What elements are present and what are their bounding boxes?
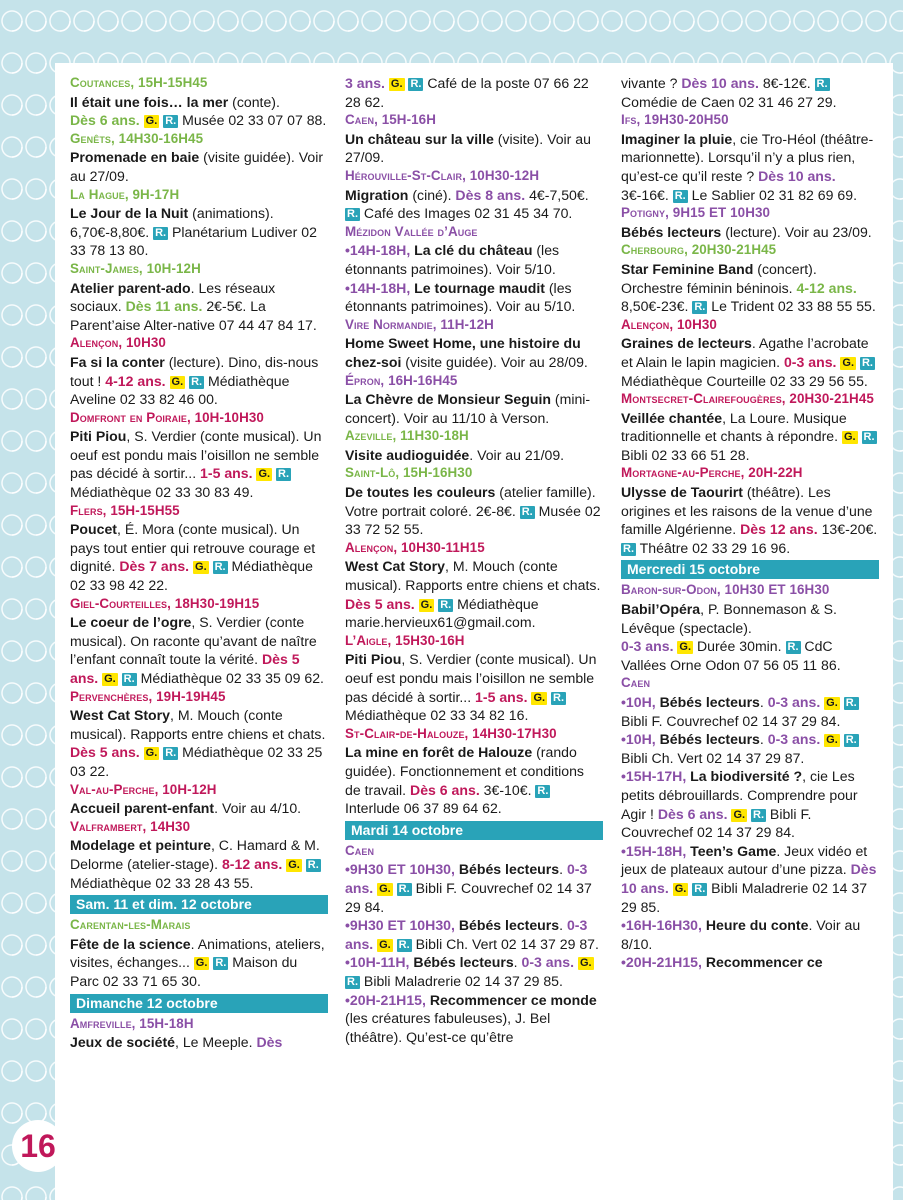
place-time: Azeville, 11H30-18H <box>345 428 469 444</box>
event-text: Médiathèque 02 33 35 09 62. <box>136 670 324 686</box>
r-badge: R. <box>123 673 135 685</box>
place-time: Mortagne-au-Perche, 20H-22H <box>621 465 803 481</box>
event-giel-courteilles <box>70 595 328 688</box>
event-text: (atelier famille). Votre portrait coloré. 2€-8€. <box>345 484 596 519</box>
event-title: La mine en forêt de Halouze <box>345 744 533 761</box>
age-range: Dès 6 ans. <box>70 112 140 129</box>
column-1 <box>70 74 328 1052</box>
event-text: Café des Images 02 31 45 34 70. <box>360 205 573 222</box>
place-time: Vire Normandie, 11H-12H <box>345 316 494 332</box>
g-badge: G. <box>288 858 300 871</box>
event-text: , Le Meeple. <box>174 1034 257 1051</box>
event-time: •16H-16H30, <box>621 917 706 934</box>
age-range: Dès 5 ans. <box>70 651 300 686</box>
r-badge: R. <box>694 882 706 895</box>
event-text: (rando guidée). Fonctionnement et conditions de travail. <box>345 744 584 798</box>
event-alencon <box>70 334 328 408</box>
event-text: 8€-12€. <box>758 75 811 91</box>
event-title: Le tournage maudit <box>414 279 545 296</box>
event-montsecret <box>621 390 879 464</box>
place-time: Caen <box>345 842 375 858</box>
event-title: Poucet <box>70 521 117 538</box>
event-text: (lecture). Dino, dis-nous tout ! <box>70 353 319 389</box>
event-title: La biodiversité ? <box>690 768 803 785</box>
event-title: Bébés lecteurs <box>659 731 760 748</box>
age-range: 0-3 ans. <box>345 917 588 952</box>
column-2 <box>345 74 603 1046</box>
age-range: Dès 6 ans. <box>657 805 728 822</box>
age-range: 0-3 ans. <box>767 694 821 710</box>
event-title: Bébés lecteurs <box>458 917 560 934</box>
event-text: 13€-20€. <box>817 521 878 538</box>
event-carentan <box>70 916 328 990</box>
age-range: Dès 5 ans. <box>345 595 415 612</box>
event-mezidon-2 <box>345 279 603 316</box>
age-range: 4-12 ans. <box>105 372 166 389</box>
event-title: Veillée chantée <box>621 409 723 426</box>
date-header: Mardi 14 octobre <box>345 821 603 840</box>
age-range: 3 ans. <box>345 75 385 91</box>
event-text: . <box>559 917 567 934</box>
event-item <box>345 953 603 990</box>
event-text: Planétarium Ludiver 02 33 78 13 80. <box>70 223 317 259</box>
event-item <box>621 767 879 841</box>
event-azeville <box>345 427 603 464</box>
g-badge: G. <box>826 734 838 747</box>
event-domfront <box>70 409 328 502</box>
event-text: . Agathe l’acrobate et Alain le lapin magicien. <box>621 335 869 370</box>
place-time: Pervenchères, 19H-19H45 <box>70 688 226 704</box>
place-time: Val-au-Perche, 10H-12H <box>70 781 217 797</box>
place-time: La Hague, 9H-17H <box>70 186 180 202</box>
age-range: Dès 11 ans. <box>125 298 203 315</box>
date-header: Sam. 11 et dim. 12 octobre <box>70 895 328 914</box>
event-text: Bibli F. Couvrechef 02 14 37 29 84. <box>345 879 592 915</box>
event-text: (concert). Orchestre féminin béninois. <box>621 260 817 296</box>
r-badge: R. <box>440 598 452 611</box>
place-time: Alençon, 10H30 <box>70 335 166 351</box>
event-title: Le Jour de la Nuit <box>70 205 189 222</box>
event-text: (ciné). <box>408 186 456 203</box>
event-flers <box>70 502 328 595</box>
event-text: Médiathèque 02 33 28 43 55. <box>70 874 254 891</box>
event-title: Jeux de société <box>70 1034 175 1051</box>
place-time: Saint-Lô, 15H-16H30 <box>345 465 473 481</box>
place-time: Saint-James, 10H-12H <box>70 260 201 276</box>
event-title: Babil’Opéra <box>621 601 701 618</box>
event-title: Il était une fois… la mer <box>70 93 229 110</box>
place-time: Cherbourg, 20H30-21H45 <box>621 242 777 258</box>
place-time: Mézidon Vallée d’Auge <box>345 223 478 239</box>
event-time: •15H-17H, <box>621 768 691 785</box>
event-text: Interlude 06 37 89 64 62. <box>345 800 502 817</box>
place-time: Hérouville-St-Clair, 10H30-12H <box>345 167 540 183</box>
event-mezidon <box>345 223 603 279</box>
r-badge: R. <box>410 78 422 90</box>
event-text: . Voir au 21/09. <box>469 446 565 463</box>
event-text: , C. Hamard & M. Delorme (atelier-stage). <box>70 837 320 872</box>
event-text: Bibli Ch. Vert 02 14 37 29 87. <box>411 935 599 952</box>
g-badge: G. <box>171 375 184 388</box>
place-time: L’Aigle, 15H30-16H <box>345 632 465 648</box>
event-text: . Jeux vidéo et jeux de plateaux autour d’une pizza. <box>621 842 868 878</box>
event-text: (les étonnants patrimoines). Voir 5/10. <box>345 242 560 277</box>
event-amfreville <box>70 1015 328 1052</box>
place-time: Alençon, 10H30-11H15 <box>345 539 485 555</box>
event-item <box>621 953 879 972</box>
age-range: Dès <box>256 1034 283 1051</box>
place-time: Flers, 15H-15H55 <box>70 502 180 518</box>
age-range: Dès 7 ans. <box>119 558 190 575</box>
event-title: Teen’s Game <box>690 842 777 859</box>
event-time: •15H-18H, <box>621 842 691 859</box>
place-time: Domfront en Poiraie, 10H-10H30 <box>70 409 264 425</box>
age-range: Dès 6 ans. <box>410 781 480 798</box>
age-range: 0-3 ans. <box>783 353 837 370</box>
r-badge: R. <box>863 431 875 444</box>
page-number: 16 <box>12 1120 64 1172</box>
r-badge: R. <box>753 808 765 821</box>
age-range: 0-3 ans. <box>767 731 821 748</box>
event-epron <box>345 372 603 428</box>
event-genets <box>70 130 328 186</box>
r-badge: R. <box>861 356 873 369</box>
g-badge: G. <box>104 673 116 685</box>
event-valframbert <box>70 818 328 892</box>
r-badge: R. <box>694 301 706 314</box>
event-text: Bibli Maladrerie 02 14 37 29 85. <box>621 879 868 915</box>
r-badge: R. <box>816 78 828 90</box>
event-alencon-2 <box>345 539 603 632</box>
event-time: •9H30 ET 10H30, <box>345 861 459 878</box>
g-badge: G. <box>379 938 391 951</box>
g-badge: G. <box>842 356 855 369</box>
event-text: Bibli Ch. Vert 02 14 37 29 87. <box>621 749 805 766</box>
event-title: Promenade en baie <box>70 149 200 166</box>
event-text: Durée 30min. <box>693 638 782 655</box>
event-item <box>621 916 879 953</box>
r-badge: R. <box>214 561 226 574</box>
event-cherbourg <box>621 241 879 315</box>
g-badge: G. <box>533 691 546 704</box>
age-range: Dès 10 ans. <box>758 167 836 184</box>
event-title: Graines de lecteurs <box>621 335 752 352</box>
event-text: Bibli F. Couvrechef 02 14 37 29 84. <box>621 805 812 841</box>
age-range: 8-12 ans. <box>221 855 283 872</box>
event-ifs <box>621 111 879 204</box>
r-badge: R. <box>165 115 177 128</box>
column-3 <box>621 74 879 972</box>
g-badge: G. <box>843 431 856 444</box>
event-text: , M. Mouch (conte musical). Rapports entre chiens et chats. <box>70 707 326 742</box>
g-badge: G. <box>195 957 208 970</box>
event-text: 2€-5€. La Parent’aise Alter-native 07 44 47 84 17. <box>70 298 317 333</box>
event-title: Modelage et peinture <box>70 837 211 854</box>
g-badge: G. <box>379 882 391 895</box>
event-text: (animations). 6,70€-8,80€. <box>70 205 274 240</box>
g-badge: G. <box>826 697 838 709</box>
event-time: •20H-21H15, <box>345 991 430 1008</box>
r-badge: R. <box>398 938 410 951</box>
event-text: Médiathèque 02 33 25 03 22. <box>70 744 323 779</box>
date-header: Dimanche 12 octobre <box>70 994 328 1013</box>
event-title: Bébés lecteurs <box>621 223 722 240</box>
event-title: Piti Piou <box>345 651 402 668</box>
event-vire <box>345 316 603 372</box>
event-time: •14H-18H, <box>345 279 415 296</box>
age-range: Dès 12 ans. <box>740 521 818 538</box>
event-title: Ulysse de Taourirt <box>621 484 743 501</box>
event-text: . Les réseaux sociaux. <box>70 279 276 315</box>
g-badge: G. <box>420 598 433 611</box>
event-text: , cie Tro-Héol (théâtre-marionnette). Lorsqu’il n’y a plus rien, qu’est-ce qu’il reste ? <box>621 130 874 184</box>
place-time: Giel-Courteilles, 18H30-19H15 <box>70 595 260 611</box>
g-badge: G. <box>258 468 271 481</box>
event-title: Heure du conte <box>705 917 809 934</box>
event-time: •10H, <box>621 731 660 748</box>
r-badge: R. <box>845 697 857 709</box>
g-badge: G. <box>390 78 403 90</box>
place-time: Valframbert, 14H30 <box>70 818 191 834</box>
place-time: Montsecret-Clairefougères, 20H30-21H45 <box>621 391 874 407</box>
event-text: Médiathèque 02 33 30 83 49. <box>70 484 254 501</box>
event-title: Le coeur de l’ogre <box>70 614 192 631</box>
event-time: •10H, <box>621 694 660 710</box>
event-text: Café de la poste 07 66 22 28 62. <box>345 75 589 110</box>
event-saint-james <box>70 260 328 334</box>
event-saint-lo <box>345 464 603 538</box>
event-time: •10H-11H, <box>345 954 414 971</box>
event-text: 8,50€-23€. <box>621 298 689 315</box>
g-badge: G. <box>195 561 207 574</box>
event-text: Bibli 02 33 66 51 28. <box>621 446 750 463</box>
event-coutances <box>70 74 328 130</box>
event-text: Musée 02 33 07 07 88. <box>178 112 327 129</box>
event-title: Fa si la conter <box>70 353 165 370</box>
event-title: Bébés lecteurs <box>413 954 514 971</box>
event-text: (les étonnants patrimoines). Voir au 5/10. <box>345 279 576 315</box>
g-badge: G. <box>145 747 158 760</box>
r-badge: R. <box>398 882 410 895</box>
age-range: Dès 8 ans. <box>455 186 526 203</box>
event-text: . <box>759 694 768 710</box>
r-badge: R. <box>165 747 177 760</box>
g-badge: G. <box>579 957 592 970</box>
r-badge: R. <box>521 505 533 518</box>
event-val-au-perche <box>70 781 328 818</box>
r-badge: R. <box>155 226 167 239</box>
event-item <box>345 860 603 916</box>
place-time: Alençon, 10H30 <box>621 316 717 332</box>
event-text: 4€-7,50€. <box>525 186 589 203</box>
place-time: Ifs, 19H30-20H50 <box>621 112 729 128</box>
event-title: De toutes les couleurs <box>345 484 496 501</box>
event-text: , La Loure. Musique traditionnelle et chants à répondre. <box>621 409 847 445</box>
event-mortagne <box>621 464 879 557</box>
age-range: 0-3 ans. <box>521 954 575 971</box>
age-range: 0-3 ans. <box>621 638 674 655</box>
event-title: Migration <box>345 186 409 203</box>
r-badge: R. <box>674 189 686 202</box>
place-time: Caen <box>621 675 651 691</box>
event-title: Recommencer ce <box>705 954 823 971</box>
event-title: Star Feminine Band <box>621 260 754 277</box>
event-text: Médiathèque 02 33 34 82 16. <box>345 707 529 724</box>
r-badge: R. <box>537 784 549 797</box>
g-badge: G. <box>145 115 158 128</box>
event-text: (théâtre). Les origines et les raisons de la venue d’une famille Algérienne. <box>621 484 873 538</box>
event-text: Bibli Maladrerie 02 14 37 29 85. <box>360 972 563 989</box>
event-caen <box>345 111 603 167</box>
event-title: Recommencer ce monde <box>429 991 597 1008</box>
event-text: . <box>559 861 567 878</box>
event-text: Bibli F. Couvrechef 02 14 37 29 84. <box>621 712 841 729</box>
event-time: •20H-21H15, <box>621 954 706 971</box>
event-title: West Cat Story <box>70 707 170 724</box>
event-alencon-3 <box>621 316 879 390</box>
r-badge: R. <box>845 734 857 747</box>
event-title: Accueil parent-enfant <box>70 800 215 817</box>
event-title: Bébés lecteurs <box>458 861 560 878</box>
age-range: 1-5 ans. <box>475 688 528 705</box>
event-time: •14H-18H, <box>345 242 415 259</box>
event-pervencheres <box>70 688 328 781</box>
age-range: 1-5 ans. <box>200 465 253 482</box>
event-text: CdC Vallées Orne Odon 07 56 05 11 86. <box>621 638 841 673</box>
event-text: 3€-16€. <box>621 186 669 203</box>
date-header: Mercredi 15 octobre <box>621 560 879 579</box>
r-badge: R. <box>623 542 634 555</box>
event-potigny <box>621 204 879 241</box>
event-title: La clé du château <box>414 242 533 259</box>
event-title: Fête de la science <box>70 935 191 952</box>
event-amfreville-cont <box>345 74 603 111</box>
event-caen-cont <box>621 74 879 111</box>
event-text: , É. Mora (conte musical). Un pays tout entier qui retrouve courage et dignité. <box>70 521 316 575</box>
place-time: St-Clair-de-Halouze, 14H30-17H30 <box>345 725 557 741</box>
place-time: Baron-sur-Odon, 10H30 ET 16H30 <box>621 582 830 598</box>
age-range: Dès 10 ans. <box>621 861 877 896</box>
event-text: , S. Verdier (conte musical). Un oeuf est pondu mais l’oisillon ne semble pas décidé à sortir... <box>345 651 597 705</box>
r-badge: R. <box>553 691 565 704</box>
event-title: La Chèvre de Monsieur Seguin <box>345 391 551 408</box>
event-text: , S. Verdier (conte musical). On raconte qu’avant de naître l’enfant connaît toute la vérité. <box>70 614 317 668</box>
event-text: 3€-10€. <box>479 781 532 798</box>
event-text: Maison du Parc 02 33 71 65 30. <box>70 954 298 989</box>
r-badge: R. <box>278 468 290 481</box>
r-badge: R. <box>347 208 358 221</box>
event-text: Médiathèque Aveline 02 33 82 46 00. <box>70 372 290 408</box>
place-time: Amfreville, 15H-18H <box>70 1015 194 1031</box>
event-item <box>621 730 879 767</box>
event-text: . Voir au 4/10. <box>214 800 302 817</box>
event-text: , S. Verdier (conte musical). Un oeuf est pondu mais l’oisillon ne semble pas décidé à sortir... <box>70 428 322 482</box>
event-text: , cie Les petits débrouillards. Comprendre pour Agir ! <box>621 768 858 822</box>
place-time: Genêts, 14H30-16H45 <box>70 130 204 146</box>
event-baron <box>621 581 879 674</box>
event-title: Bébés lecteurs <box>659 694 760 710</box>
event-title: West Cat Story <box>345 558 445 575</box>
event-text: , P. Bonnemason & S. Lévêque (spectacle). <box>621 601 837 636</box>
event-text: , M. Mouch (conte musical). Rapports entre chiens et chats. <box>345 558 601 594</box>
event-time: •9H30 ET 10H30, <box>345 917 459 934</box>
event-text: (conte). <box>228 93 280 110</box>
event-item <box>345 916 603 953</box>
event-caen-mardi <box>345 842 603 861</box>
event-text: (visite). Voir au 27/09. <box>345 130 591 166</box>
age-range: Dès 5 ans. <box>70 744 140 761</box>
event-text: . <box>513 954 522 971</box>
event-text: . Animations, ateliers, visites, échanges... <box>70 935 325 971</box>
event-text: (lecture). Voir au 23/09. <box>721 223 872 240</box>
event-text: Le Sablier 02 31 82 69 69. <box>687 186 857 203</box>
r-badge: R. <box>347 975 358 988</box>
event-la-hague <box>70 186 328 260</box>
event-title: Atelier parent-ado <box>70 279 191 296</box>
age-range: Dès 10 ans. <box>681 75 759 91</box>
event-herouville <box>345 167 603 223</box>
age-range: 0-3 ans. <box>345 861 588 896</box>
event-text: Médiathèque 02 33 98 42 22. <box>70 558 313 594</box>
event-text: Comédie de Caen 02 31 46 27 29. <box>621 93 837 110</box>
place-time: Épron, 16H-16H45 <box>345 372 458 388</box>
place-time: Caen, 15H-16H <box>345 112 437 128</box>
event-title: Home Sweet Home, une histoire du chez-soi <box>345 335 581 370</box>
g-badge: G. <box>733 808 746 821</box>
place-time: Carentan-les-Marais <box>70 917 191 933</box>
r-badge: R. <box>191 375 203 388</box>
g-badge: G. <box>679 641 692 654</box>
event-text: (visite guidée). Voir au 28/09. <box>401 353 588 370</box>
event-item <box>621 842 879 916</box>
event-text: Le Trident 02 33 88 55 55. <box>707 298 876 315</box>
age-range: 4-12 ans. <box>796 279 857 296</box>
event-title: Imaginer la pluie <box>621 130 733 147</box>
event-title: Visite audioguidée <box>345 446 470 463</box>
event-text: . <box>759 731 768 748</box>
event-item <box>621 693 879 730</box>
event-text: (les créatures fabuleuses), J. Bel (théâtre). Qu’est-ce qu’être <box>345 1010 551 1045</box>
event-text: (mini-concert). Voir au 11/10 à Verson. <box>345 391 591 426</box>
event-text: Médiathèque Courteille 02 33 29 56 55. <box>621 372 868 389</box>
event-caen-mercredi <box>621 674 879 693</box>
r-badge: R. <box>787 641 799 654</box>
r-badge: R. <box>215 957 227 970</box>
event-item <box>345 991 603 1047</box>
r-badge: R. <box>307 858 319 871</box>
g-badge: G. <box>674 882 687 895</box>
event-text: Musée 02 33 72 52 55. <box>345 502 601 538</box>
event-text: Théâtre 02 33 29 16 96. <box>636 539 791 556</box>
event-text: vivante ? <box>621 75 682 91</box>
place-time: Coutances, 15H-15H45 <box>70 75 208 90</box>
event-st-clair <box>345 725 603 818</box>
event-text: Médiathèque marie.hervieux61@gmail.com. <box>345 595 539 631</box>
event-laigle <box>345 632 603 725</box>
place-time: Potigny, 9H15 ET 10H30 <box>621 205 771 221</box>
event-text: (visite guidée). Voir au 27/09. <box>70 149 324 184</box>
event-text: . Voir au 8/10. <box>621 917 861 952</box>
event-title: Un château sur la ville <box>345 130 494 147</box>
event-title: Piti Piou <box>70 428 127 445</box>
